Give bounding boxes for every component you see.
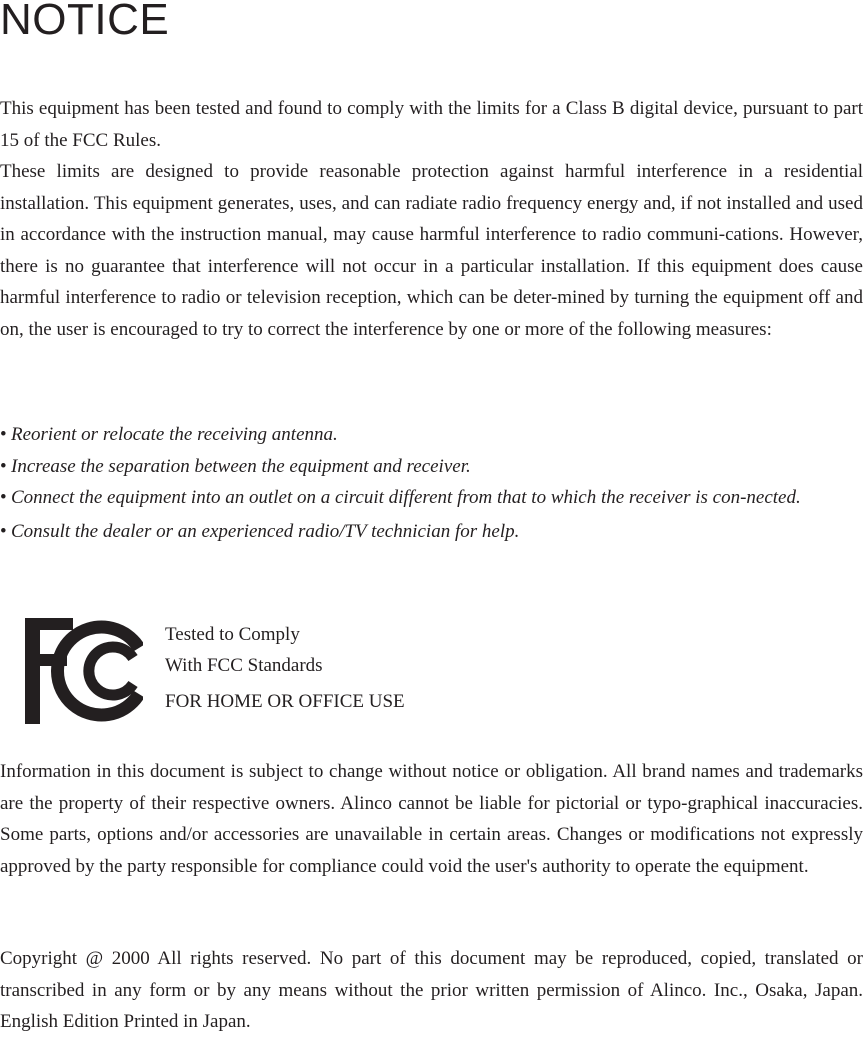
class-b-compliance-paragraph: This equipment has been tested and found to comply with the limits for a Class B digital device, pursuant to part 15 of the FCC Rules. — [0, 98, 863, 151]
fcc-compliance-label — [165, 619, 405, 717]
list-item — [0, 516, 863, 548]
measure-text: Increase the separation between the equipment and receiver. — [11, 455, 471, 477]
fcc-usage-line: FOR HOME OR OFFICE USE — [165, 691, 405, 712]
bullet-icon: • — [0, 455, 7, 477]
measure-text: Reorient or relocate the receiving antenna. — [11, 424, 338, 445]
interference-limits-paragraph: These limits are designed to provide reasonable protection against harmful interference in a residential installation. This equipment generates, uses, and can radiate radio frequency energy and, if not installed and used in accordance with the instruction manual, may cause harmful interference to radio communi-cations. However, there is no guarantee that interference will not occur in a particular installation. If this equipment does cause harmful interference to radio or television reception, which can be deter-mined by turning the equipment off and on, the user is encouraged to try to correct the interference by one or more of the following measures: — [0, 161, 863, 340]
bullet-icon: • — [0, 424, 7, 445]
fcc-standards-line: With FCC Standards — [165, 655, 323, 676]
information-paragraph: Information in this document is subject to change without notice or obligation. All brand names and trademarks are the property of their respective owners. Alinco cannot be liable for pictorial or typo-graphical inaccuracies. Some parts, options and/or accessories are unavailable in certain areas. Changes or modifications not expressly approved by the party responsible for compliance could void the user's authority to operate the equipment. — [0, 761, 863, 877]
list-item — [0, 419, 863, 451]
list-item — [0, 451, 863, 483]
page-title: NOTICE — [0, 0, 170, 44]
measure-text: Connect the equipment into an outlet on a circuit different from that to which the receiver is con-nected. — [11, 487, 801, 508]
list-item — [0, 482, 823, 514]
fcc-logo-icon — [25, 618, 143, 724]
copyright-paragraph: Copyright @ 2000 All rights reserved. No part of this document may be reproduced, copied, translated or transcribed in any form or by any means without the prior written permission of Alinco. Inc., Osaka, Japan. English Edition Printed in Japan. — [0, 948, 863, 1032]
bullet-icon: • — [0, 520, 7, 542]
measure-text: Consult the dealer or an experienced radio/TV technician for help. — [11, 520, 520, 542]
fcc-tested-line: Tested to Comply — [165, 624, 300, 645]
bullet-icon: • — [0, 487, 7, 508]
corrective-measures-list — [0, 419, 863, 547]
